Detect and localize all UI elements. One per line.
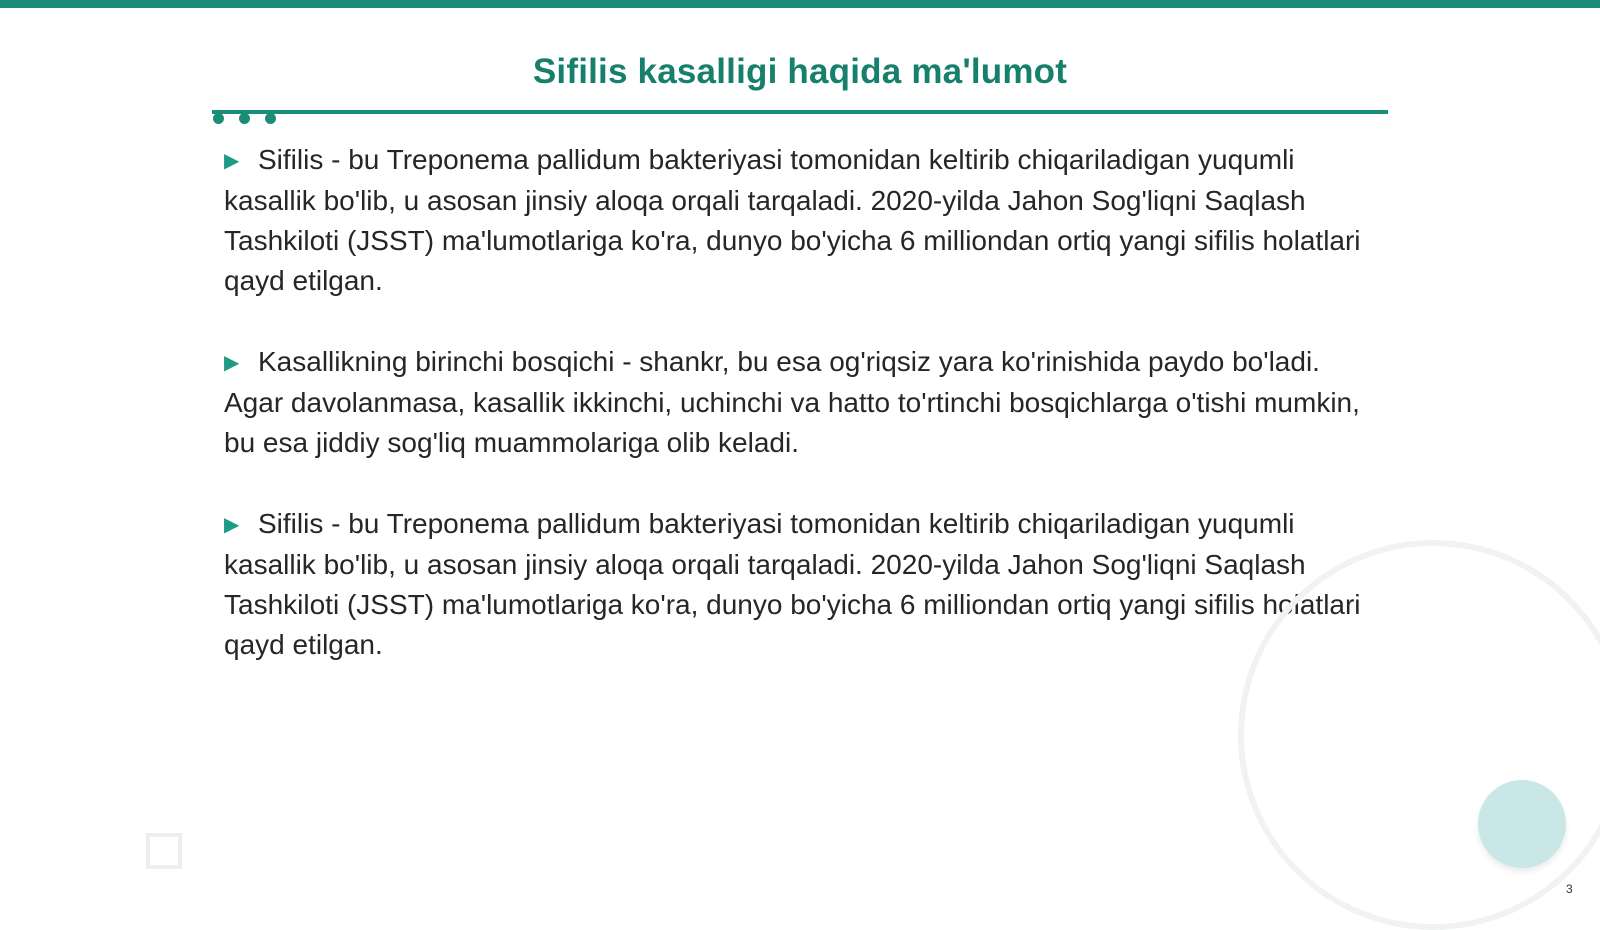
paragraph-text: Kasallikning birinchi bosqichi - shankr, bu esa og'riqsiz yara ko'rinishida paydo bo'ladi. Agar davolanmasa, kasallik ikkinchi, uchinchi va hatto to'rtinchi bosqichlarga o'tishi mumkin, bu esa jiddiy sog'liq muammolariga olib keladi.	[224, 346, 1360, 458]
paragraph-text: Sifilis - bu Treponema pallidum bakteriyasi tomonidan keltirib chiqariladigan yuqumli kasallik bo'lib, u asosan jinsiy aloqa orqali tarqaladi. 2020-yilda Jahon Sog'liqni Saqlash Tashkiloti (JSST) ma'lumotlariga ko'ra, dunyo bo'yicha 6 milliondan ortiq yangi sifilis holatlari qayd etilgan.	[224, 508, 1361, 660]
decorative-dot	[239, 113, 250, 124]
title-underline	[212, 110, 1388, 114]
decorative-ring	[1238, 540, 1600, 930]
page-number: 3	[1566, 882, 1573, 896]
triangle-bullet-icon: ▶	[224, 150, 240, 172]
decorative-dot	[213, 113, 224, 124]
slide-title: Sifilis kasalligi haqida ma'lumot	[532, 52, 1068, 91]
bullet-paragraph	[224, 140, 1384, 301]
decorative-square	[146, 833, 182, 869]
paragraph-text: Sifilis - bu Treponema pallidum bakteriyasi tomonidan keltirib chiqariladigan yuqumli kasallik bo'lib, u asosan jinsiy aloqa orqali tarqaladi. 2020-yilda Jahon Sog'liqni Saqlash Tashkiloti (JSST) ma'lumotlariga ko'ra, dunyo bo'yicha 6 milliondan ortiq yangi sifilis holatlari qayd etilgan.	[224, 144, 1361, 296]
bullet-paragraph	[224, 342, 1384, 463]
decorative-dot	[265, 113, 276, 124]
decorative-disc	[1478, 780, 1566, 868]
triangle-bullet-icon: ▶	[224, 352, 240, 374]
top-accent-bar	[0, 0, 1600, 8]
bullet-paragraph	[224, 504, 1384, 665]
slide-body	[224, 140, 1384, 706]
triangle-bullet-icon: ▶	[224, 514, 240, 536]
